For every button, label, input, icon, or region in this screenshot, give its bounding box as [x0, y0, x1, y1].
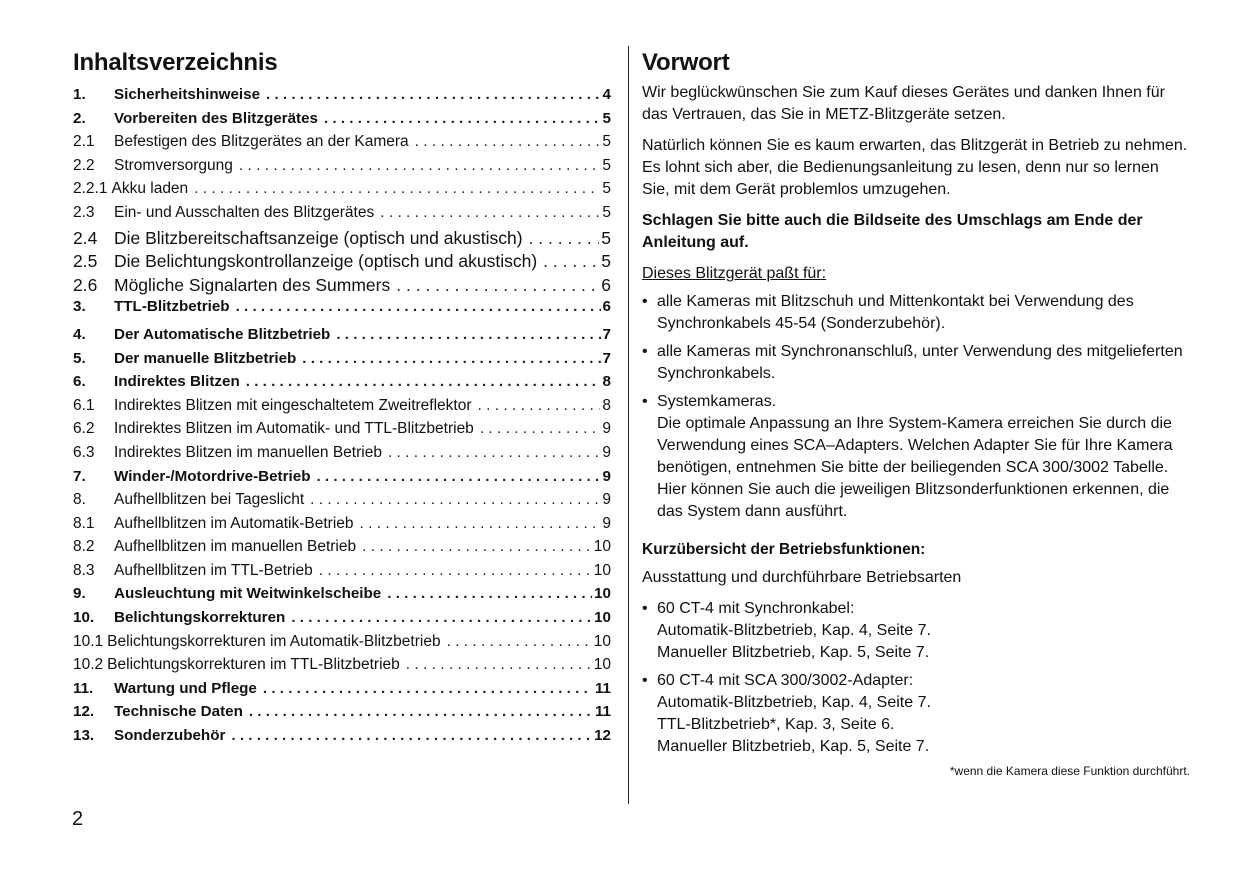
toc-leader-dots [336, 326, 600, 343]
toc-leader-dots [249, 703, 593, 720]
toc-entry-title: Wartung und Pflege [114, 679, 257, 697]
toc-entry-title: Belichtungskorrekturen im Automatik-Blitzbetrieb [107, 632, 441, 650]
toc-entry [73, 86, 611, 110]
toc-entry-number: 2.3 [73, 203, 95, 221]
toc-leader-dots [236, 298, 601, 315]
toc-entry [73, 656, 611, 680]
toc-entry-number: 7. [73, 467, 86, 485]
toc-entry [73, 633, 611, 657]
list-item [642, 391, 1190, 523]
list-item-line: Synchronkabels. [657, 365, 776, 382]
toc-entry-title: Aufhellblitzen im Automatik-Betrieb [114, 514, 354, 532]
toc-leader-dots [380, 204, 600, 222]
suitable-list [642, 291, 1190, 523]
toc-entry [73, 204, 611, 228]
toc-entry-number: 13. [73, 727, 95, 745]
toc-entry-title: Winder-/Motordrive-Betrieb [114, 467, 311, 485]
toc-entry [73, 491, 611, 515]
toc-entry-number: 6. [73, 373, 86, 391]
toc-title: Inhaltsverzeichnis [73, 49, 278, 76]
toc-entry-number: 4. [73, 325, 86, 343]
toc-entry-title: Indirektes Blitzen im Automatik- und TTL-Blitzbetrieb [114, 420, 474, 438]
toc-entry [73, 420, 611, 444]
toc-entry [73, 397, 611, 421]
toc-entry-title: Befestigen des Blitzgerätes an der Kamera [114, 133, 409, 151]
toc-entry-page: 6 [601, 274, 611, 295]
toc-entry [73, 468, 611, 492]
toc-entry-number: 2.6 [73, 274, 98, 295]
toc-leader-dots [194, 180, 600, 198]
toc-entry-number: 2.2 [73, 156, 95, 174]
toc-entry-page: 10 [594, 585, 611, 603]
list-item [642, 341, 1190, 385]
toc-entry-number: 2.5 [73, 251, 98, 272]
toc-entry-number: 2.4 [73, 227, 98, 248]
toc-entry [73, 326, 611, 350]
toc-entry-number: 5. [73, 349, 86, 367]
toc-leader-dots [310, 491, 600, 509]
toc-entry-page: 5 [601, 251, 611, 272]
toc-entry-number: 8.2 [73, 538, 95, 556]
toc-entry-number: 10.1 [73, 632, 104, 650]
toc-entry-title: Indirektes Blitzen [114, 373, 240, 391]
toc-entry [73, 609, 611, 633]
footnote: *wenn die Kamera diese Funktion durchführt. [949, 764, 1190, 778]
toc-entry [73, 515, 611, 539]
column-divider [628, 46, 629, 804]
toc-entry [73, 373, 611, 397]
toc-entry-number: 6.2 [73, 420, 95, 438]
toc-entry-page: 5 [602, 203, 611, 221]
toc-entry-number: 3. [73, 298, 86, 316]
toc-entry-number: 10. [73, 609, 95, 627]
toc-entry-title: Aufhellblitzen im TTL-Betrieb [114, 561, 313, 579]
toc-entry-number: 8.3 [73, 561, 95, 579]
suitable-heading: Dieses Blitzgerät paßt für: [642, 265, 827, 282]
toc-entry [73, 350, 611, 374]
toc-entry [73, 538, 611, 562]
toc-entry-title: Die Belichtungskontrollanzeige (optisch und akustisch) [114, 251, 538, 272]
toc-entry-page: 5 [602, 156, 611, 174]
page-number: 2 [72, 808, 84, 830]
toc-leader-dots [478, 397, 601, 415]
toc-entry-title: Aufhellblitzen bei Tageslicht [114, 491, 305, 509]
toc-entry-title: Technische Daten [114, 703, 243, 721]
toc-entry [73, 444, 611, 468]
toc-entry-page: 9 [602, 514, 611, 532]
toc-entry [73, 251, 611, 275]
toc-entry-number: 1. [73, 86, 86, 103]
toc-entry [73, 562, 611, 586]
toc-list [73, 86, 611, 751]
toc-entry-page: 10 [593, 561, 611, 579]
toc-entry-page: 6 [602, 298, 611, 316]
toc-leader-dots [239, 157, 600, 175]
toc-entry-title: Ausleuchtung mit Weitwinkelscheibe [114, 585, 382, 603]
toc-leader-dots [396, 275, 599, 296]
modes-list [642, 598, 1190, 758]
list-item-line: • alle Kameras mit Synchronanschluß, unter Verwendung des mitgelieferten [657, 343, 1183, 360]
toc-leader-dots [388, 444, 600, 462]
foreword-cover-note: Schlagen Sie bitte auch die Bildseite des Umschlags am Ende der Anleitung auf. [642, 212, 1143, 251]
overview-heading: Kurzübersicht der Betriebsfunktionen: [642, 541, 926, 558]
toc-leader-dots [480, 420, 601, 438]
toc-entry-page: 5 [602, 109, 611, 127]
toc-entry-page: 11 [594, 703, 611, 721]
toc-entry-page: 11 [594, 679, 611, 697]
toc-leader-dots [316, 468, 600, 485]
foreword-paragraph-1: Wir beglückwünschen Sie zum Kauf dieses Gerätes und danken Ihnen für das Vertrauen, das Sie in METZ-Blitzgeräte setzen. [642, 84, 1165, 123]
toc-entry-title: Die Blitzbereitschaftsanzeige (optisch und akustisch) [114, 227, 523, 248]
toc-entry-number: 8.1 [73, 514, 95, 532]
toc-entry-title: Akku laden [111, 180, 189, 198]
toc-entry-title: Belichtungskorrekturen im TTL-Blitzbetrieb [107, 656, 400, 674]
toc-entry [73, 680, 611, 704]
list-item [642, 291, 1190, 335]
toc-entry-page: 5 [601, 227, 611, 248]
toc-leader-dots [360, 515, 601, 533]
toc-entry-number: 2. [73, 109, 86, 127]
list-item-line: Hier können Sie auch die jeweiligen Blitzsonderfunktionen erkennen, die [657, 481, 1170, 498]
toc-leader-dots [263, 680, 593, 697]
list-item-line: • alle Kameras mit Blitzschuh und Mittenkontakt bei Verwendung des [657, 293, 1134, 310]
toc-entry-title: Sicherheitshinweise [114, 86, 261, 103]
list-item-line: Die optimale Anpassung an Ihre System-Kamera erreichen Sie durch die [657, 415, 1172, 432]
toc-leader-dots [324, 110, 601, 127]
toc-entry-title: Belichtungskorrekturen [114, 609, 286, 627]
list-item-line: • 60 CT-4 mit Synchronkabel: [657, 600, 855, 617]
toc-entry-page: 9 [602, 443, 611, 461]
toc-entry-page: 10 [593, 538, 611, 556]
list-item-line: • 60 CT-4 mit SCA 300/3002-Adapter: [657, 672, 914, 689]
toc-leader-dots [362, 538, 592, 556]
toc-entry [73, 298, 611, 322]
list-item-line: Manueller Blitzbetrieb, Kap. 5, Seite 7. [657, 644, 930, 661]
toc-leader-dots [447, 633, 592, 651]
toc-entry-title: Der Automatische Blitzbetrieb [114, 325, 331, 343]
list-item [642, 598, 1190, 664]
toc-entry-page: 12 [594, 727, 611, 745]
toc-entry [73, 228, 611, 252]
toc-leader-dots [387, 585, 592, 602]
toc-leader-dots [406, 656, 592, 674]
foreword-section [642, 48, 1190, 778]
toc-entry-page: 8 [602, 396, 611, 414]
toc-entry-number: 6.1 [73, 396, 95, 414]
toc-entry-page: 9 [602, 491, 611, 509]
toc-entry-title: TTL-Blitzbetrieb [114, 298, 230, 316]
list-item-line: Automatik-Blitzbetrieb, Kap. 4, Seite 7. [657, 694, 931, 711]
toc-entry-page: 5 [602, 180, 611, 198]
list-item-line: Automatik-Blitzbetrieb, Kap. 4, Seite 7. [657, 622, 931, 639]
toc-entry-title: Sonderzubehör [114, 727, 226, 745]
toc-entry-number: 2.2.1 [73, 180, 108, 198]
toc-entry [73, 180, 611, 204]
toc-entry-page: 4 [602, 86, 611, 103]
toc-entry-title: Indirektes Blitzen im manuellen Betrieb [114, 443, 382, 461]
list-item-line: benötigen, entnehmen Sie bitte der beiliegenden SCA 300/3002 Tabelle. [657, 459, 1169, 476]
toc-entry-page: 9 [602, 420, 611, 438]
toc-entry-number: 12. [73, 703, 95, 721]
toc-entry-number: 10.2 [73, 656, 104, 674]
toc-leader-dots [543, 251, 599, 272]
toc-entry-page: 10 [593, 632, 611, 650]
toc-leader-dots [231, 727, 592, 744]
list-item [642, 670, 1190, 758]
toc-entry-page: 8 [602, 373, 611, 391]
foreword-paragraph-2: Natürlich können Sie es kaum erwarten, das Blitzgerät in Betrieb zu nehmen. Es lohnt sich aber, die Bedienungsanleitung zu lesen, denn nur so lernen Sie, mit dem Gerät problemlos umzugehen. [642, 137, 1188, 198]
toc-leader-dots [319, 562, 592, 580]
toc-leader-dots [415, 133, 601, 151]
toc-entry [73, 585, 611, 609]
table-of-contents [73, 48, 611, 751]
list-item-line: TTL-Blitzbetrieb*, Kap. 3, Seite 6. [657, 716, 895, 733]
toc-entry-title: Stromversorgung [114, 156, 233, 174]
toc-entry-title: Vorbereiten des Blitzgerätes [114, 109, 318, 127]
toc-entry-number: 6.3 [73, 443, 95, 461]
toc-entry-number: 8. [73, 491, 86, 509]
toc-entry-page: 7 [602, 349, 611, 367]
overview-subheading: Ausstattung und durchführbare Betriebsarten [642, 569, 962, 586]
list-item-line: Manueller Blitzbetrieb, Kap. 5, Seite 7. [657, 738, 930, 755]
list-item-line: • Systemkameras. [657, 393, 777, 410]
toc-entry-title: Ein- und Ausschalten des Blitzgerätes [114, 203, 375, 221]
toc-entry-page: 10 [593, 656, 611, 674]
toc-leader-dots [246, 373, 601, 390]
toc-entry [73, 157, 611, 181]
toc-entry-page: 9 [602, 467, 611, 485]
toc-entry-title: Mögliche Signalarten des Summers [114, 274, 391, 295]
toc-entry [73, 133, 611, 157]
toc-entry-page: 7 [602, 325, 611, 343]
toc-entry-page: 5 [602, 133, 611, 151]
toc-leader-dots [266, 86, 601, 103]
toc-entry [73, 110, 611, 134]
toc-leader-dots [302, 350, 600, 367]
toc-leader-dots [529, 228, 600, 249]
toc-entry-number: 11. [73, 679, 94, 697]
toc-entry-number: 2.1 [73, 133, 95, 151]
list-item-line: das System dann ausführt. [657, 503, 848, 520]
toc-entry [73, 727, 611, 751]
list-item-line: Synchronkabels 45-54 (Sonderzubehör). [657, 315, 946, 332]
toc-entry-title: Indirektes Blitzen mit eingeschaltetem Zweitreflektor [114, 396, 472, 414]
toc-entry-title: Aufhellblitzen im manuellen Betrieb [114, 538, 357, 556]
list-item-line: Verwendung eines SCA–Adapters. Welchen Adapter Sie für Ihre Kamera [657, 437, 1173, 454]
foreword-title: Vorwort [642, 49, 730, 76]
toc-entry [73, 703, 611, 727]
toc-entry-number: 9. [73, 585, 86, 603]
toc-entry [73, 275, 611, 299]
toc-entry-title: Der manuelle Blitzbetrieb [114, 349, 297, 367]
toc-leader-dots [291, 609, 592, 626]
toc-entry-page: 10 [594, 609, 611, 627]
